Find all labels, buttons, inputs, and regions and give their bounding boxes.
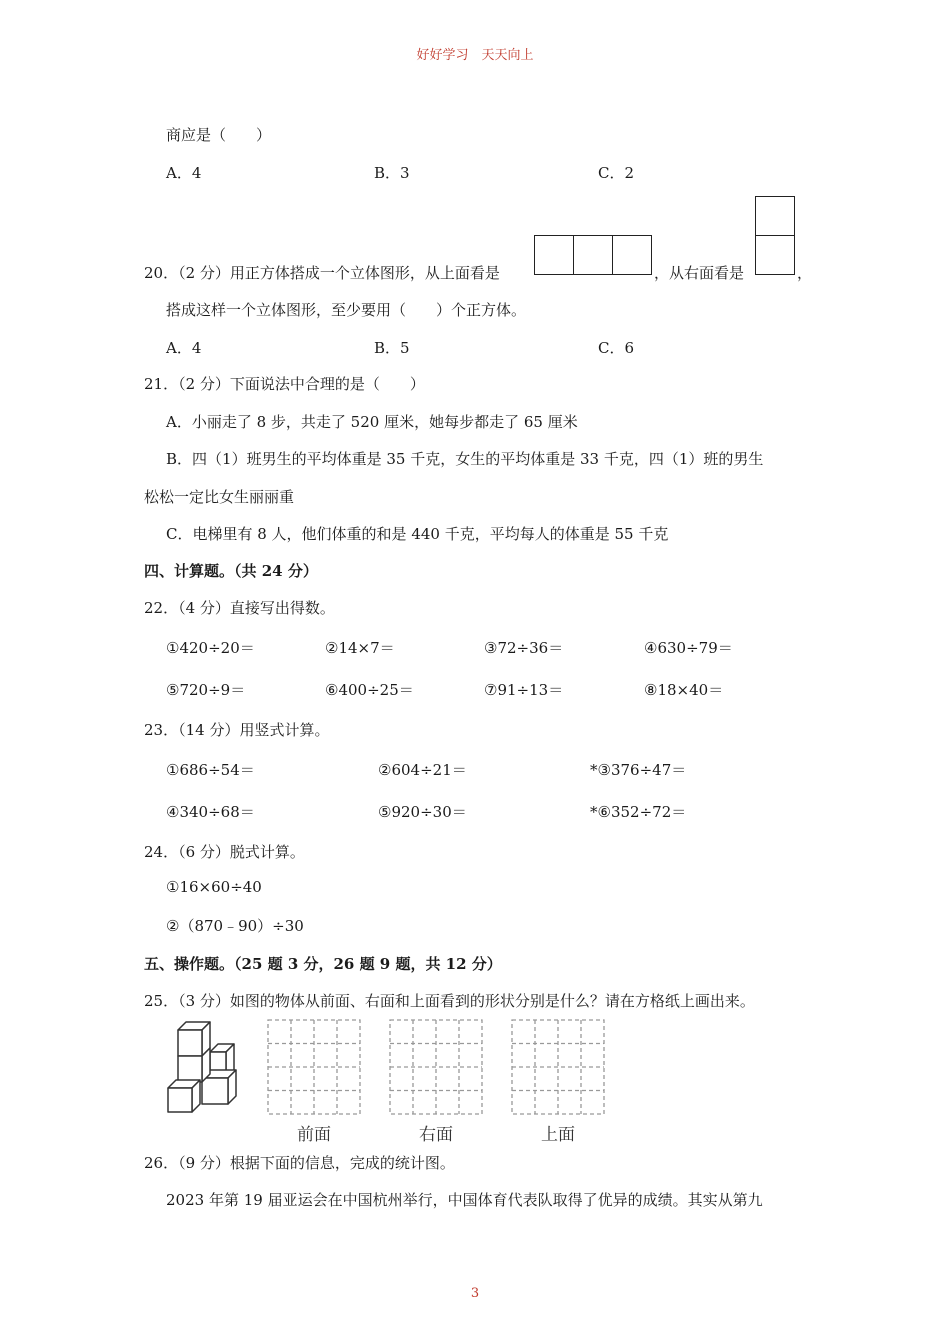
q22-item: ⑦91÷13＝ — [484, 681, 564, 699]
q20-option-b: B．5 — [374, 339, 410, 357]
q20-right-view-square-2 — [755, 235, 795, 275]
q19-option-b: B．3 — [374, 164, 410, 182]
section4-title: 四、计算题。（共 24 分） — [144, 562, 318, 580]
grid-right-label: 右面 — [419, 1125, 453, 1145]
q24-stem: 24．（6 分）脱式计算。 — [144, 843, 305, 861]
grid-right[interactable] — [389, 1019, 483, 1119]
q21-option-c: C．电梯里有 8 人，他们体重的和是 440 千克，平均每人的体重是 55 千克 — [166, 525, 669, 543]
grid-right-svg — [389, 1019, 483, 1115]
q23-item: ①686÷54＝ — [166, 761, 255, 779]
q20-stem-part1: 20．（2 分）用正方体搭成一个立体图形，从上面看是 — [144, 264, 500, 282]
q26-paragraph: 2023 年第 19 届亚运会在中国杭州举行，中国体育代表队取得了优异的成绩。其实从第九 — [166, 1191, 763, 1209]
q22-stem: 22．（4 分）直接写出得数。 — [144, 599, 335, 617]
q20-right-view-square-1 — [755, 196, 795, 236]
q21-option-a: A．小丽走了 8 步，共走了 520 厘米，她每步都走了 65 厘米 — [166, 413, 578, 431]
q23-stem: 23．（14 分）用竖式计算。 — [144, 721, 330, 739]
q26-stem: 26．（9 分）根据下面的信息，完成的统计图。 — [144, 1154, 455, 1172]
q20-stem-part3: ， — [797, 264, 813, 282]
q20-top-view-square-1 — [534, 235, 574, 275]
cube-stack-figure — [160, 1018, 246, 1118]
q25-stem: 25．（3 分）如图的物体从前面、右面和上面看到的形状分别是什么？请在方格纸上画出来。 — [144, 992, 755, 1010]
q22-item: ⑤720÷9＝ — [166, 681, 246, 699]
q20-stem-part2: ，从右面看是 — [654, 264, 745, 282]
q20-option-a: A．4 — [166, 339, 202, 357]
section5-title: 五、操作题。（25 题 3 分，26 题 9 题，共 12 分） — [144, 955, 502, 973]
q19-option-c: C．2 — [598, 164, 635, 182]
grid-front[interactable] — [267, 1019, 361, 1119]
q22-item: ④630÷79＝ — [644, 639, 733, 657]
q19-stem-tail: 商应是（ ） — [166, 126, 272, 144]
page-number: 3 — [470, 1286, 480, 1301]
q21-option-b-line1: B．四（1）班男生的平均体重是 35 千克，女生的平均体重是 33 千克，四（1）班的男生 — [166, 450, 764, 468]
page-header: 好好学习 天天向上 — [416, 48, 534, 63]
q24-item: ①16×60÷40 — [166, 878, 262, 896]
q22-item: ②14×7＝ — [325, 639, 395, 657]
q23-item: ②604÷21＝ — [378, 761, 467, 779]
q19-option-a: A．4 — [166, 164, 202, 182]
q22-item: ③72÷36＝ — [484, 639, 564, 657]
grid-top-svg — [511, 1019, 605, 1115]
q23-item: ⑤920÷30＝ — [378, 803, 467, 821]
q21-option-b-line2: 松松一定比女生丽丽重 — [144, 488, 295, 506]
q20-option-c: C．6 — [598, 339, 635, 357]
q20-stem-line2: 搭成这样一个立体图形，至少要用（ ）个正方体。 — [166, 301, 527, 319]
q23-item: *③376÷47＝ — [590, 761, 687, 779]
grid-top[interactable] — [511, 1019, 605, 1119]
q24-item: ②（870﹣90）÷30 — [166, 917, 304, 935]
q22-item: ⑥400÷25＝ — [325, 681, 414, 699]
q20-top-view-square-2 — [573, 235, 613, 275]
q23-item: *⑥352÷72＝ — [590, 803, 687, 821]
grid-front-svg — [267, 1019, 361, 1115]
q23-item: ④340÷68＝ — [166, 803, 255, 821]
q20-top-view-square-3 — [612, 235, 652, 275]
grid-front-label: 前面 — [297, 1125, 331, 1145]
grid-top-label: 上面 — [541, 1125, 575, 1145]
q22-item: ①420÷20＝ — [166, 639, 255, 657]
q21-stem: 21．（2 分）下面说法中合理的是（ ） — [144, 375, 425, 393]
q22-item: ⑧18×40＝ — [644, 681, 724, 699]
